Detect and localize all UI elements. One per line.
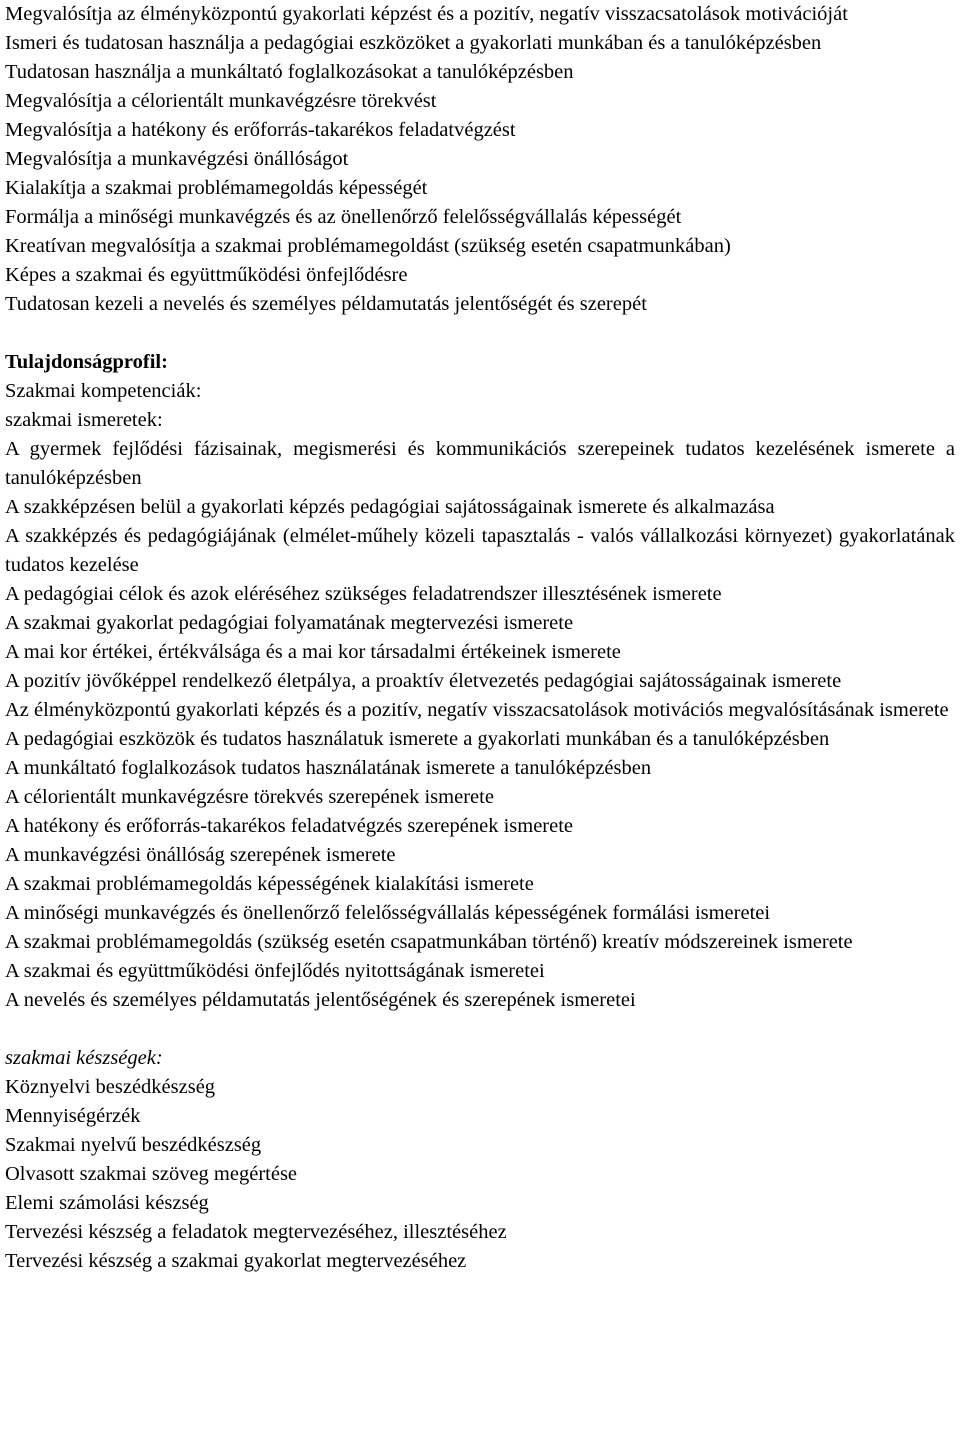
knowledge-label: szakmai ismeretek: [5, 409, 163, 431]
knowledge-item: A gyermek fejlődési fázisainak, megismerési és kommunikációs szerepeinek tudatos kezelésének ismerete a tanulóképzésben [5, 438, 955, 489]
document-page [5, 0, 955, 1276]
knowledge-item: A szakmai gyakorlat pedagógiai folyamatának megtervezési ismerete [5, 612, 574, 634]
outcome-item: Megvalósítja a célorientált munkavégzésre törekvést [5, 90, 437, 112]
skill-item: Tervezési készség a feladatok megtervezéséhez, illesztéséhez [5, 1221, 507, 1243]
outcome-item: Tudatosan használja a munkáltató foglalkozásokat a tanulóképzésben [5, 61, 574, 83]
skills-label: szakmai készségek: [5, 1047, 163, 1069]
outcome-item: Tudatosan kezeli a nevelés és személyes példamutatás jelentőségét és szerepét [5, 293, 647, 315]
knowledge-item: A minőségi munkavégzés és önellenőrző felelősségvállalás képességének formálási ismeretei [5, 902, 771, 924]
knowledge-item: A célorientált munkavégzésre törekvés szerepének ismerete [5, 786, 494, 808]
skill-item: Mennyiségérzék [5, 1105, 141, 1127]
outcome-item: Megvalósítja a munkavégzési önállóságot [5, 148, 349, 170]
knowledge-item: A munkavégzési önállóság szerepének ismerete [5, 844, 396, 866]
skill-item: Olvasott szakmai szöveg megértése [5, 1163, 298, 1185]
knowledge-item: A nevelés és személyes példamutatás jelentőségének és szerepének ismeretei [5, 989, 636, 1011]
knowledge-item: A szakmai és együttműködési önfejlődés nyitottságának ismeretei [5, 960, 545, 982]
outcome-item: Kreatívan megvalósítja a szakmai problémamegoldást (szükség esetén csapatmunkában) [5, 235, 731, 257]
knowledge-item: A mai kor értékei, értékválsága és a mai kor társadalmi értékeinek ismerete [5, 641, 621, 663]
outcome-item: Megvalósítja a hatékony és erőforrás-takarékos feladatvégzést [5, 119, 516, 141]
knowledge-item: A szakképzés és pedagógiájának (elmélet-műhely közeli tapasztalás - valós vállalkozási környezet) gyakorlatának tudatos kezelése [5, 525, 955, 576]
knowledge-item: A szakmai problémamegoldás (szükség esetén csapatmunkában történő) kreatív módszereinek ismerete [5, 931, 853, 953]
outcome-item: Kialakítja a szakmai problémamegoldás képességét [5, 177, 428, 199]
skill-item: Köznyelvi beszédkészség [5, 1076, 216, 1098]
skill-item: Tervezési készség a szakmai gyakorlat megtervezéséhez [5, 1250, 467, 1272]
knowledge-item: Az élményközpontú gyakorlati képzés és a pozitív, negatív visszacsatolások motivációs megvalósításának ismerete [5, 699, 949, 721]
skill-item: Elemi számolási készség [5, 1192, 209, 1214]
profile-heading: Tulajdonságprofil: [5, 351, 168, 373]
knowledge-list [5, 435, 955, 1015]
knowledge-item: A szakmai problémamegoldás képességének kialakítási ismerete [5, 873, 534, 895]
outcomes-list [5, 0, 955, 319]
competencies-label: Szakmai kompetenciák: [5, 380, 202, 402]
knowledge-item: A pedagógiai eszközök és tudatos használatuk ismerete a gyakorlati munkában és a tanulóképzésben [5, 728, 830, 750]
outcome-item: Képes a szakmai és együttműködési önfejlődésre [5, 264, 408, 286]
skill-item: Szakmai nyelvű beszédkészség [5, 1134, 262, 1156]
knowledge-item: A szakképzésen belül a gyakorlati képzés pedagógiai sajátosságainak ismerete és alkalmazása [5, 496, 775, 518]
knowledge-item: A hatékony és erőforrás-takarékos feladatvégzés szerepének ismerete [5, 815, 574, 837]
knowledge-item: A pozitív jövőképpel rendelkező életpálya, a proaktív életvezetés pedagógiai sajátosságainak ismerete [5, 670, 842, 692]
outcome-item: Ismeri és tudatosan használja a pedagógiai eszközöket a gyakorlati munkában és a tanulóképzésben [5, 32, 822, 54]
spacer [5, 1015, 955, 1044]
skills-list [5, 1073, 955, 1276]
outcome-item: Megvalósítja az élményközpontú gyakorlati képzést és a pozitív, negatív visszacsatolások motivációját [5, 3, 848, 25]
spacer [5, 319, 955, 348]
knowledge-item: A pedagógiai célok és azok eléréséhez szükséges feladatrendszer illesztésének ismerete [5, 583, 722, 605]
outcome-item: Formálja a minőségi munkavégzés és az önellenőrző felelősségvállalás képességét [5, 206, 682, 228]
knowledge-item: A munkáltató foglalkozások tudatos használatának ismerete a tanulóképzésben [5, 757, 652, 779]
